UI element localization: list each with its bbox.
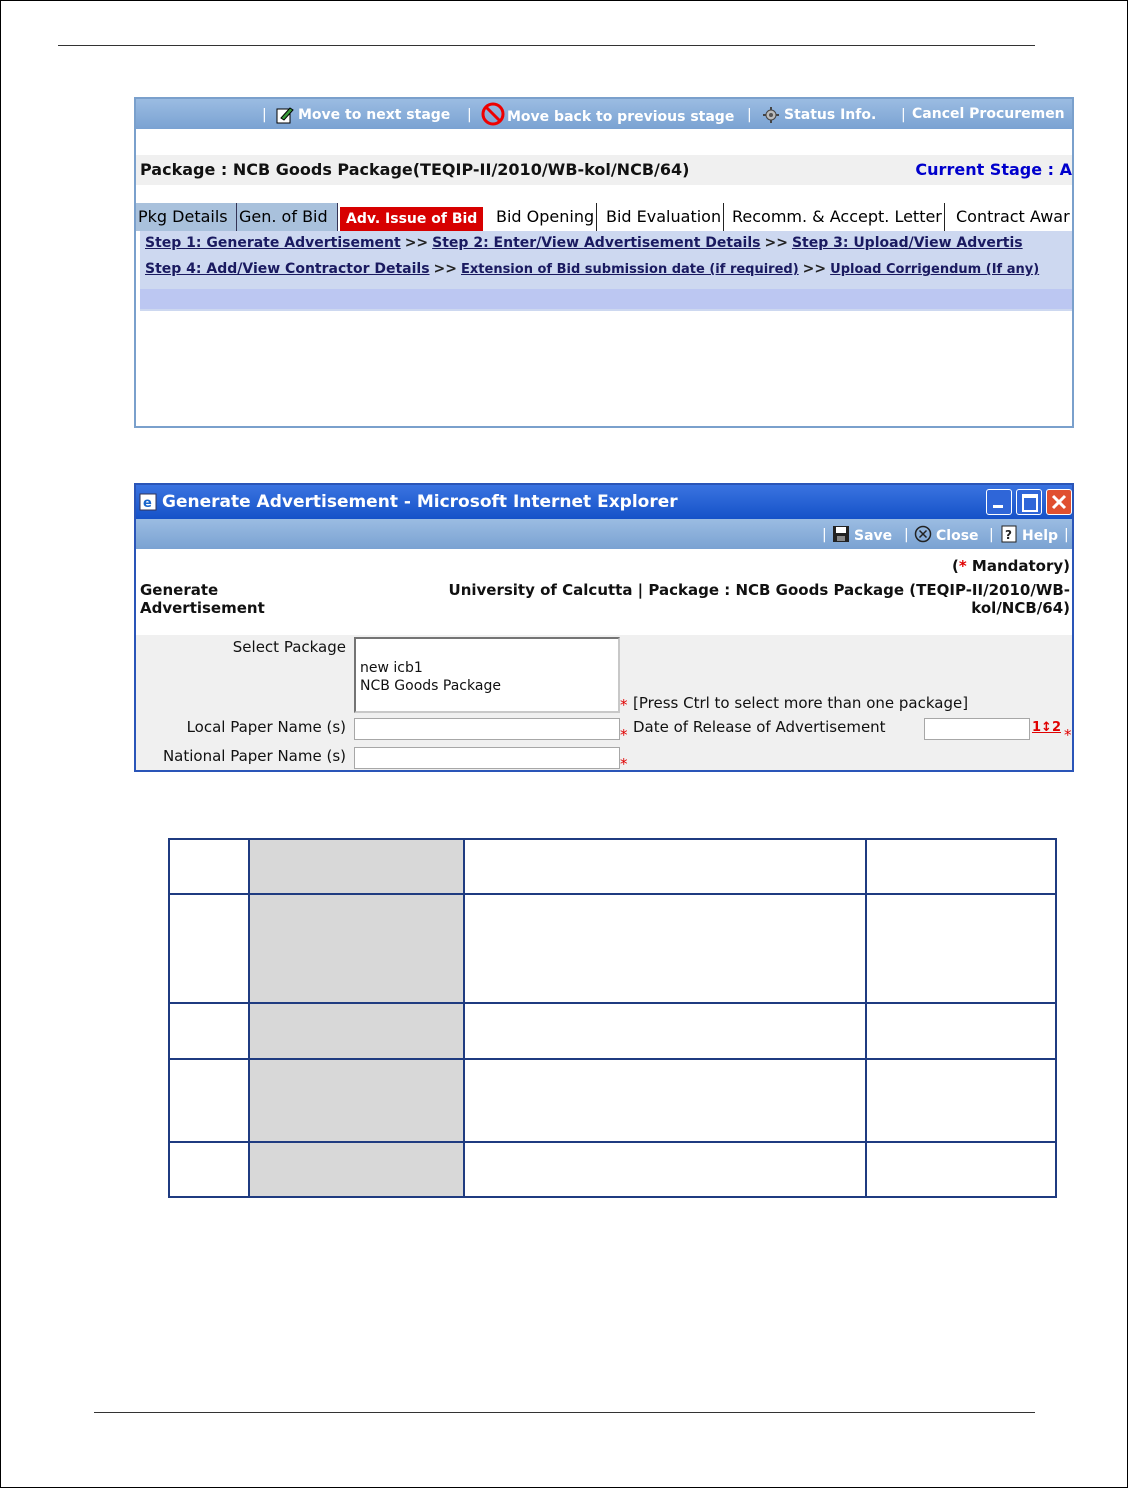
mandatory-note (952, 557, 1070, 575)
svg-text:?: ? (1005, 528, 1012, 542)
arrow: >> (433, 261, 458, 277)
save-icon (832, 525, 850, 543)
separator: | (467, 107, 472, 123)
minimize-icon[interactable] (986, 489, 1012, 515)
ie-icon (139, 493, 157, 511)
cancel-procurement-label: Cancel Procuremen (912, 106, 1065, 122)
required-star: * (958, 557, 967, 575)
step1-link[interactable]: Step 1: Generate Advertisement (145, 235, 401, 251)
table-cell (464, 839, 866, 894)
table-cell (169, 1003, 249, 1059)
save-button[interactable] (832, 524, 892, 544)
step2-link[interactable]: Step 2: Enter/View Advertisement Details (432, 235, 761, 251)
tab-label: Bid Evaluation (606, 207, 722, 226)
table-cell (464, 1003, 866, 1059)
edit-icon (276, 106, 294, 124)
table-cell (464, 1142, 866, 1197)
steps-divider-bar (140, 289, 1072, 309)
save-label: Save (854, 528, 893, 544)
heading-line-1: Generate (140, 581, 219, 599)
stage-tabs (136, 203, 1072, 231)
tab-label: Gen. of Bid (239, 207, 328, 226)
close-circle-icon (914, 525, 932, 543)
arrow: >> (404, 235, 429, 251)
help-icon (1000, 525, 1018, 543)
close-label: Close (936, 528, 979, 544)
mandatory-text: Mandatory) (966, 557, 1070, 575)
table-cell (249, 1059, 464, 1142)
status-info-button[interactable] (762, 106, 876, 124)
separator: | (822, 527, 827, 543)
table-cell (249, 1003, 464, 1059)
close-button[interactable] (914, 524, 979, 544)
help-label: Help (1022, 528, 1059, 544)
table-cell (464, 894, 866, 1003)
table-cell (866, 1142, 1056, 1197)
current-stage: Current Stage : A (915, 160, 1072, 179)
table-cell (169, 1059, 249, 1142)
move-next-label: Move to next stage (298, 107, 451, 123)
paren: ( (951, 557, 959, 575)
heading-line-2: Advertisement (140, 599, 265, 617)
table-row (169, 1142, 1056, 1197)
package-line (136, 155, 1072, 185)
tab-adv-issue-of-bid[interactable] (340, 207, 483, 231)
table-cell (464, 1059, 866, 1142)
date-release-label: Date of Release of Advertisement (633, 718, 886, 736)
table-cell (866, 1059, 1056, 1142)
table-cell (169, 1142, 249, 1197)
gear-icon (762, 106, 780, 124)
table-row (169, 894, 1056, 1003)
separator: | (904, 527, 909, 543)
calendar-icon[interactable]: 1↕2 (1032, 720, 1061, 735)
generate-advertisement-window (134, 483, 1074, 772)
steps-row-1 (145, 235, 1023, 261)
select-package-label: Select Package (232, 638, 346, 656)
table-cell (249, 894, 464, 1003)
move-back-label: Move back to previous stage (507, 109, 735, 125)
move-back-button[interactable] (481, 102, 734, 126)
svg-text:e: e (143, 496, 152, 511)
separator: | (989, 527, 994, 543)
move-next-button[interactable] (276, 106, 450, 124)
tab-gen-of-bid[interactable] (237, 203, 338, 231)
tab-bid-opening[interactable] (494, 203, 597, 231)
separator: | (747, 107, 752, 123)
corrigendum-link[interactable]: Upload Corrigendum (If any) (830, 262, 1040, 277)
table-cell (249, 1142, 464, 1197)
window-close-icon[interactable] (1046, 489, 1072, 515)
tab-label: Bid Opening (496, 207, 595, 226)
ctrl-hint: [Press Ctrl to select more than one package] (633, 694, 969, 712)
package-option[interactable]: NCB Goods Package (360, 678, 501, 694)
table-cell (866, 839, 1056, 894)
help-button[interactable] (1000, 524, 1058, 544)
maximize-icon[interactable] (1016, 489, 1042, 515)
window-titlebar (136, 485, 1072, 519)
tab-contract-award[interactable] (954, 203, 1072, 231)
local-paper-input[interactable] (354, 718, 620, 740)
table-cell (249, 839, 464, 894)
form-context (449, 581, 1070, 617)
required-star: * (1064, 726, 1072, 744)
national-paper-label: National Paper Name (s) (162, 747, 346, 765)
package-option[interactable]: new icb1 (360, 660, 423, 676)
table-cell (169, 839, 249, 894)
table-row (169, 1059, 1056, 1142)
table-cell (169, 894, 249, 1003)
local-paper-label: Local Paper Name (s) (186, 718, 346, 736)
tab-label: Recomm. & Accept. Letter (732, 207, 942, 226)
context-line-1: University of Calcutta | Package : NCB Goods Package (TEQIP-II/2010/WB- (448, 581, 1070, 599)
package-label: Package : NCB Goods Package(TEQIP-II/2010/WB-kol/NCB/64) (140, 160, 690, 179)
national-paper-input[interactable] (354, 747, 620, 769)
extension-link[interactable]: Extension of Bid submission date (if required) (461, 262, 799, 277)
tab-label: Adv. Issue of Bid (346, 211, 478, 227)
x-icon (1047, 490, 1071, 514)
required-star: * (620, 755, 628, 772)
steps-row-2 (145, 261, 1039, 287)
table-row (169, 839, 1056, 894)
header-rule (58, 45, 1035, 46)
table-cell (866, 894, 1056, 1003)
document-table (168, 838, 1057, 1198)
arrow: >> (802, 261, 827, 277)
step3-link[interactable]: Step 3: Upload/View Advertis (791, 235, 1023, 251)
step4-link[interactable]: Step 4: Add/View Contractor Details (145, 261, 430, 277)
required-star: * (620, 696, 628, 714)
tab-bid-evaluation[interactable] (604, 203, 724, 231)
form-heading (140, 581, 265, 617)
tab-label: Pkg Details (138, 207, 228, 226)
separator: | (262, 107, 267, 123)
separator: | (1064, 527, 1069, 543)
cancel-procurement-button[interactable] (912, 106, 1065, 122)
tab-pkg-details[interactable] (136, 203, 237, 231)
context-line-2: kol/NCB/64) (971, 599, 1070, 617)
arrow: >> (764, 235, 788, 251)
stage-toolbar (136, 99, 1072, 129)
select-package-listbox[interactable] (354, 637, 620, 713)
separator: | (901, 107, 906, 123)
status-info-label: Status Info. (784, 107, 877, 123)
window-title: Generate Advertisement - Microsoft Internet Explorer (162, 492, 678, 512)
table-cell (866, 1003, 1056, 1059)
window-toolbar (136, 519, 1072, 549)
procurement-stage-panel (134, 97, 1074, 428)
no-entry-icon (481, 102, 505, 126)
required-star: * (620, 726, 628, 744)
date-release-input[interactable] (924, 718, 1030, 740)
table-row (169, 1003, 1056, 1059)
tab-label: Contract Awar (956, 207, 1070, 226)
tab-recomm-accept-letter[interactable] (730, 203, 945, 231)
footer-rule (94, 1412, 1035, 1413)
